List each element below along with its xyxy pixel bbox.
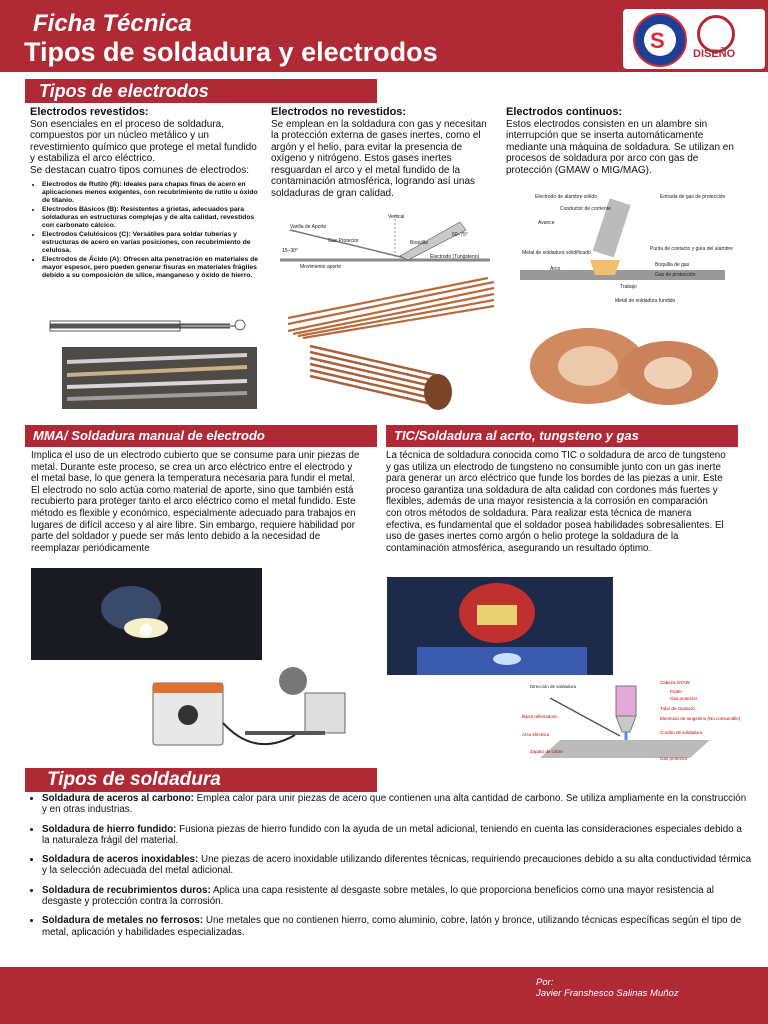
svg-text:Boquilla: Boquilla xyxy=(410,240,428,246)
list-item: • Soldadura de aceros inoxidables: Une piezas de acero inoxidable utilizando diferentes técnicas, requiriendo precauciones debido a su alta conductividad térmica y la selección adecuada del metal adicional. xyxy=(42,854,752,877)
list-soldadura xyxy=(30,793,752,946)
text-tic: La técnica de soldadura conocida como TIC o soldadura de arco de tungsteno y gas utiliza un electrodo de tungsteno no consumible junto con un gas inerte para generar un arco eléctrico que funde los bordes de las piezas a unir. Este proceso garantiza una soldadura de alta calidad con cordones más fuertes y flexibles, además de una mayor resistencia a la corrosión en comparación con otros métodos de soldadura. Para realizar esta técnica de manera efectiva, es fundamental que el soldador posea habilidades sobresalientes. El uso de gases inertes como argón o helio protege la soldadura de la contaminación atmosférica, asegurando un resultado óptimo. xyxy=(386,450,726,554)
svg-text:Varilla de Aporte: Varilla de Aporte xyxy=(290,224,327,230)
svg-text:Gas protector: Gas protector xyxy=(670,696,698,701)
svg-text:Trabajo: Trabajo xyxy=(620,284,637,290)
tig-torch-diagram xyxy=(280,210,490,272)
svg-text:60–75°: 60–75° xyxy=(452,232,468,238)
list-item: • Soldadura de hierro fundido: Fusiona piezas de hierro fundido con la ayuda de un metal adicional, teniendo en cuenta las consideraciones especiales debido a la naturaleza frágil del material. xyxy=(42,824,752,847)
text-no-revestidos: Se emplean en la soldadura con gas y necesitan la protección externa de gases inertes, como el argón y el helio, para evitar la presencia de oxígeno y nitrógeno. Estos gases inertes resguardan el arco y el metal fundido de la contaminación atmosférica, logrando así unas soldaduras de gran calidad. xyxy=(271,118,487,199)
svg-text:Zapato de cobre: Zapato de cobre xyxy=(530,749,563,754)
svg-text:Cabeza GTAW: Cabeza GTAW xyxy=(660,680,690,685)
list-item: • Soldadura de metales no ferrosos: Une metales que no contienen hierro, como aluminio, cobre, latón y bronce, utilizando técnicas específicas según el tipo de metal, aplicación y habilidades especializadas. xyxy=(42,915,752,938)
author-label: Por: xyxy=(536,977,554,988)
section-title-soldadura: Tipos de soldadura xyxy=(25,768,377,792)
author-name: Javier Franshesco Salinas Muñoz xyxy=(536,988,679,999)
svg-text:Arco: Arco xyxy=(550,266,561,272)
svg-text:Barra rellenadora: Barra rellenadora xyxy=(522,714,557,719)
svg-text:Arco eléctrico: Arco eléctrico xyxy=(522,732,550,737)
copper-rods-photo xyxy=(288,276,494,338)
section-title-mma: MMA/ Soldadura manual de electrodo xyxy=(25,425,377,447)
section-title-electrodos: Tipos de electrodos xyxy=(25,79,377,103)
list-item: • Soldadura de recubrimientos duros: Aplica una capa resistente al desgaste sobre metales, lo que proporciona beneficios como una mayor resistencia al desgaste y protección contra la corrosión. xyxy=(42,885,752,908)
text-mma: Implica el uso de un electrodo cubierto que se consume para unir piezas de metal. Durante este proceso, se crea un arco eléctrico entre el electrodo y el metal base, lo que genera la temperatura necesaria para fundir el metal. El electrodo no solo actúa como material de aporte, sino que también está recubierto para proteger tanto el arco eléctrico como el metal fundido. Este método es flexible y económico, especialmente adecuado para trabajos en lugares de difícil acceso y al aire libre. Sin embargo, requiere habilidad por parte del soldador y puede ser más lento debido a la necesidad de reemplazar periódicamente xyxy=(31,450,360,554)
col-no-revestidos xyxy=(271,107,497,199)
svg-text:Dirección de soldadura: Dirección de soldadura xyxy=(530,684,577,689)
svg-text:Tubo de contacto: Tubo de contacto xyxy=(660,706,695,711)
svg-text:Avance: Avance xyxy=(538,220,555,226)
list-revestidos xyxy=(30,181,262,280)
svg-text:Metal de soldadura solidificad: Metal de soldadura solidificado xyxy=(522,250,591,256)
col-revestidos xyxy=(30,107,262,281)
svg-text:Gas de protección: Gas de protección xyxy=(655,272,696,278)
copper-wire-spools-photo xyxy=(518,318,723,410)
heading-continuos: Electrodos continuos: xyxy=(506,106,623,118)
list-item: • Electrodos de Rutilo (R): Ideales para chapas finas de acero en aplicaciones menos exigentes, con recubrimiento de rutilo u óxido de titanio. xyxy=(42,181,262,205)
col-continuos xyxy=(506,107,738,176)
mma-equipment-illustration xyxy=(145,663,380,763)
svg-text:Metal de soldadura fundido: Metal de soldadura fundido xyxy=(615,298,676,304)
svg-text:Gas protector: Gas protector xyxy=(660,756,688,761)
gtaw-diagram xyxy=(520,678,741,766)
list-item: • Soldadura de aceros al carbono: Emplea calor para unir piezas de acero que contienen una alta cantidad de carbono. Se utiliza ampliamente en la construcción y en otras industrias. xyxy=(42,793,752,816)
text-revestidos-intro: Se destacan cuatro tipos comunes de electrodos: xyxy=(30,164,250,176)
svg-text:Boquilla de gas: Boquilla de gas xyxy=(655,262,690,268)
diseno-logo-text: DISEÑO xyxy=(693,48,736,60)
tig-welder-photo xyxy=(387,577,613,675)
svg-text:Conductor de corriente: Conductor de corriente xyxy=(560,206,611,212)
heading-no-revestidos: Electrodos no revestidos: xyxy=(271,106,407,118)
list-item: • Electrodos de Ácido (A): Ofrecen alta penetración en materiales de mayor espesor, pero pueden generar fisuras en materiales frágiles debido a su composición de sílice, manganeso y óxido de hierro. xyxy=(42,256,262,280)
svg-text:Electrodo (Tungsteno): Electrodo (Tungsteno) xyxy=(430,254,480,260)
text-continuos: Estos electrodos consisten en un alambre sin interrupción que se inserta automáticamente mediante una máquina de soldadura. Se utilizan en procesos de soldadura por arco con gas de protección (GMAW o MIG/MAG). xyxy=(506,118,734,176)
heading-revestidos: Electrodos revestidos: xyxy=(30,106,149,118)
electrodes-photo xyxy=(62,347,257,409)
svg-text:Electrodo de alambre sólido: Electrodo de alambre sólido xyxy=(535,194,597,200)
svg-text:Vertical: Vertical xyxy=(388,214,405,220)
text-revestidos: Son esenciales en el proceso de soldadura, compuestos por un núcleo metálico y un revestimiento químico que protege el metal fundido y estabiliza el arco eléctrico. xyxy=(30,118,257,164)
university-seal-icon: S xyxy=(633,13,687,67)
mig-gun-diagram xyxy=(520,190,733,312)
svg-text:Punta de contacto y guía del a: Punta de contacto y guía del alambre xyxy=(650,246,733,252)
svg-text:Poder: Poder xyxy=(670,689,683,694)
svg-text:15–30°: 15–30° xyxy=(282,248,298,254)
copper-rods-bundle-photo xyxy=(310,342,460,414)
svg-text:Gas Protector: Gas Protector xyxy=(328,238,359,244)
mma-welder-photo xyxy=(31,568,262,660)
logos xyxy=(623,9,765,69)
svg-text:Movimiento aporte: Movimiento aporte xyxy=(300,264,342,270)
page-title-line2: Tipos de soldadura y electrodos xyxy=(24,37,438,67)
page-title-line1: Ficha Técnica xyxy=(33,10,192,37)
list-item: • Electrodos Celulósicos (C): Versátiles para soldar tuberías y estructuras de acero en varias posiciones, con recubrimiento de celulosa. xyxy=(42,231,262,255)
section-title-tic: TIC/Soldadura al acrto, tungsteno y gas xyxy=(386,425,738,447)
electrode-sketch-image xyxy=(40,312,250,342)
svg-text:Entrada de gas de protección: Entrada de gas de protección xyxy=(660,194,726,200)
svg-text:Electrodo de tungsteno (No con: Electrodo de tungsteno (No consumible) xyxy=(660,716,741,721)
svg-text:Cordón de soldadura: Cordón de soldadura xyxy=(660,730,703,735)
list-item: • Electrodos Básicos (B): Resistentes a grietas, adecuados para soldaduras en estructuras complejas y de alta calidad, revestidos con carbonato cálcico. xyxy=(42,206,262,230)
